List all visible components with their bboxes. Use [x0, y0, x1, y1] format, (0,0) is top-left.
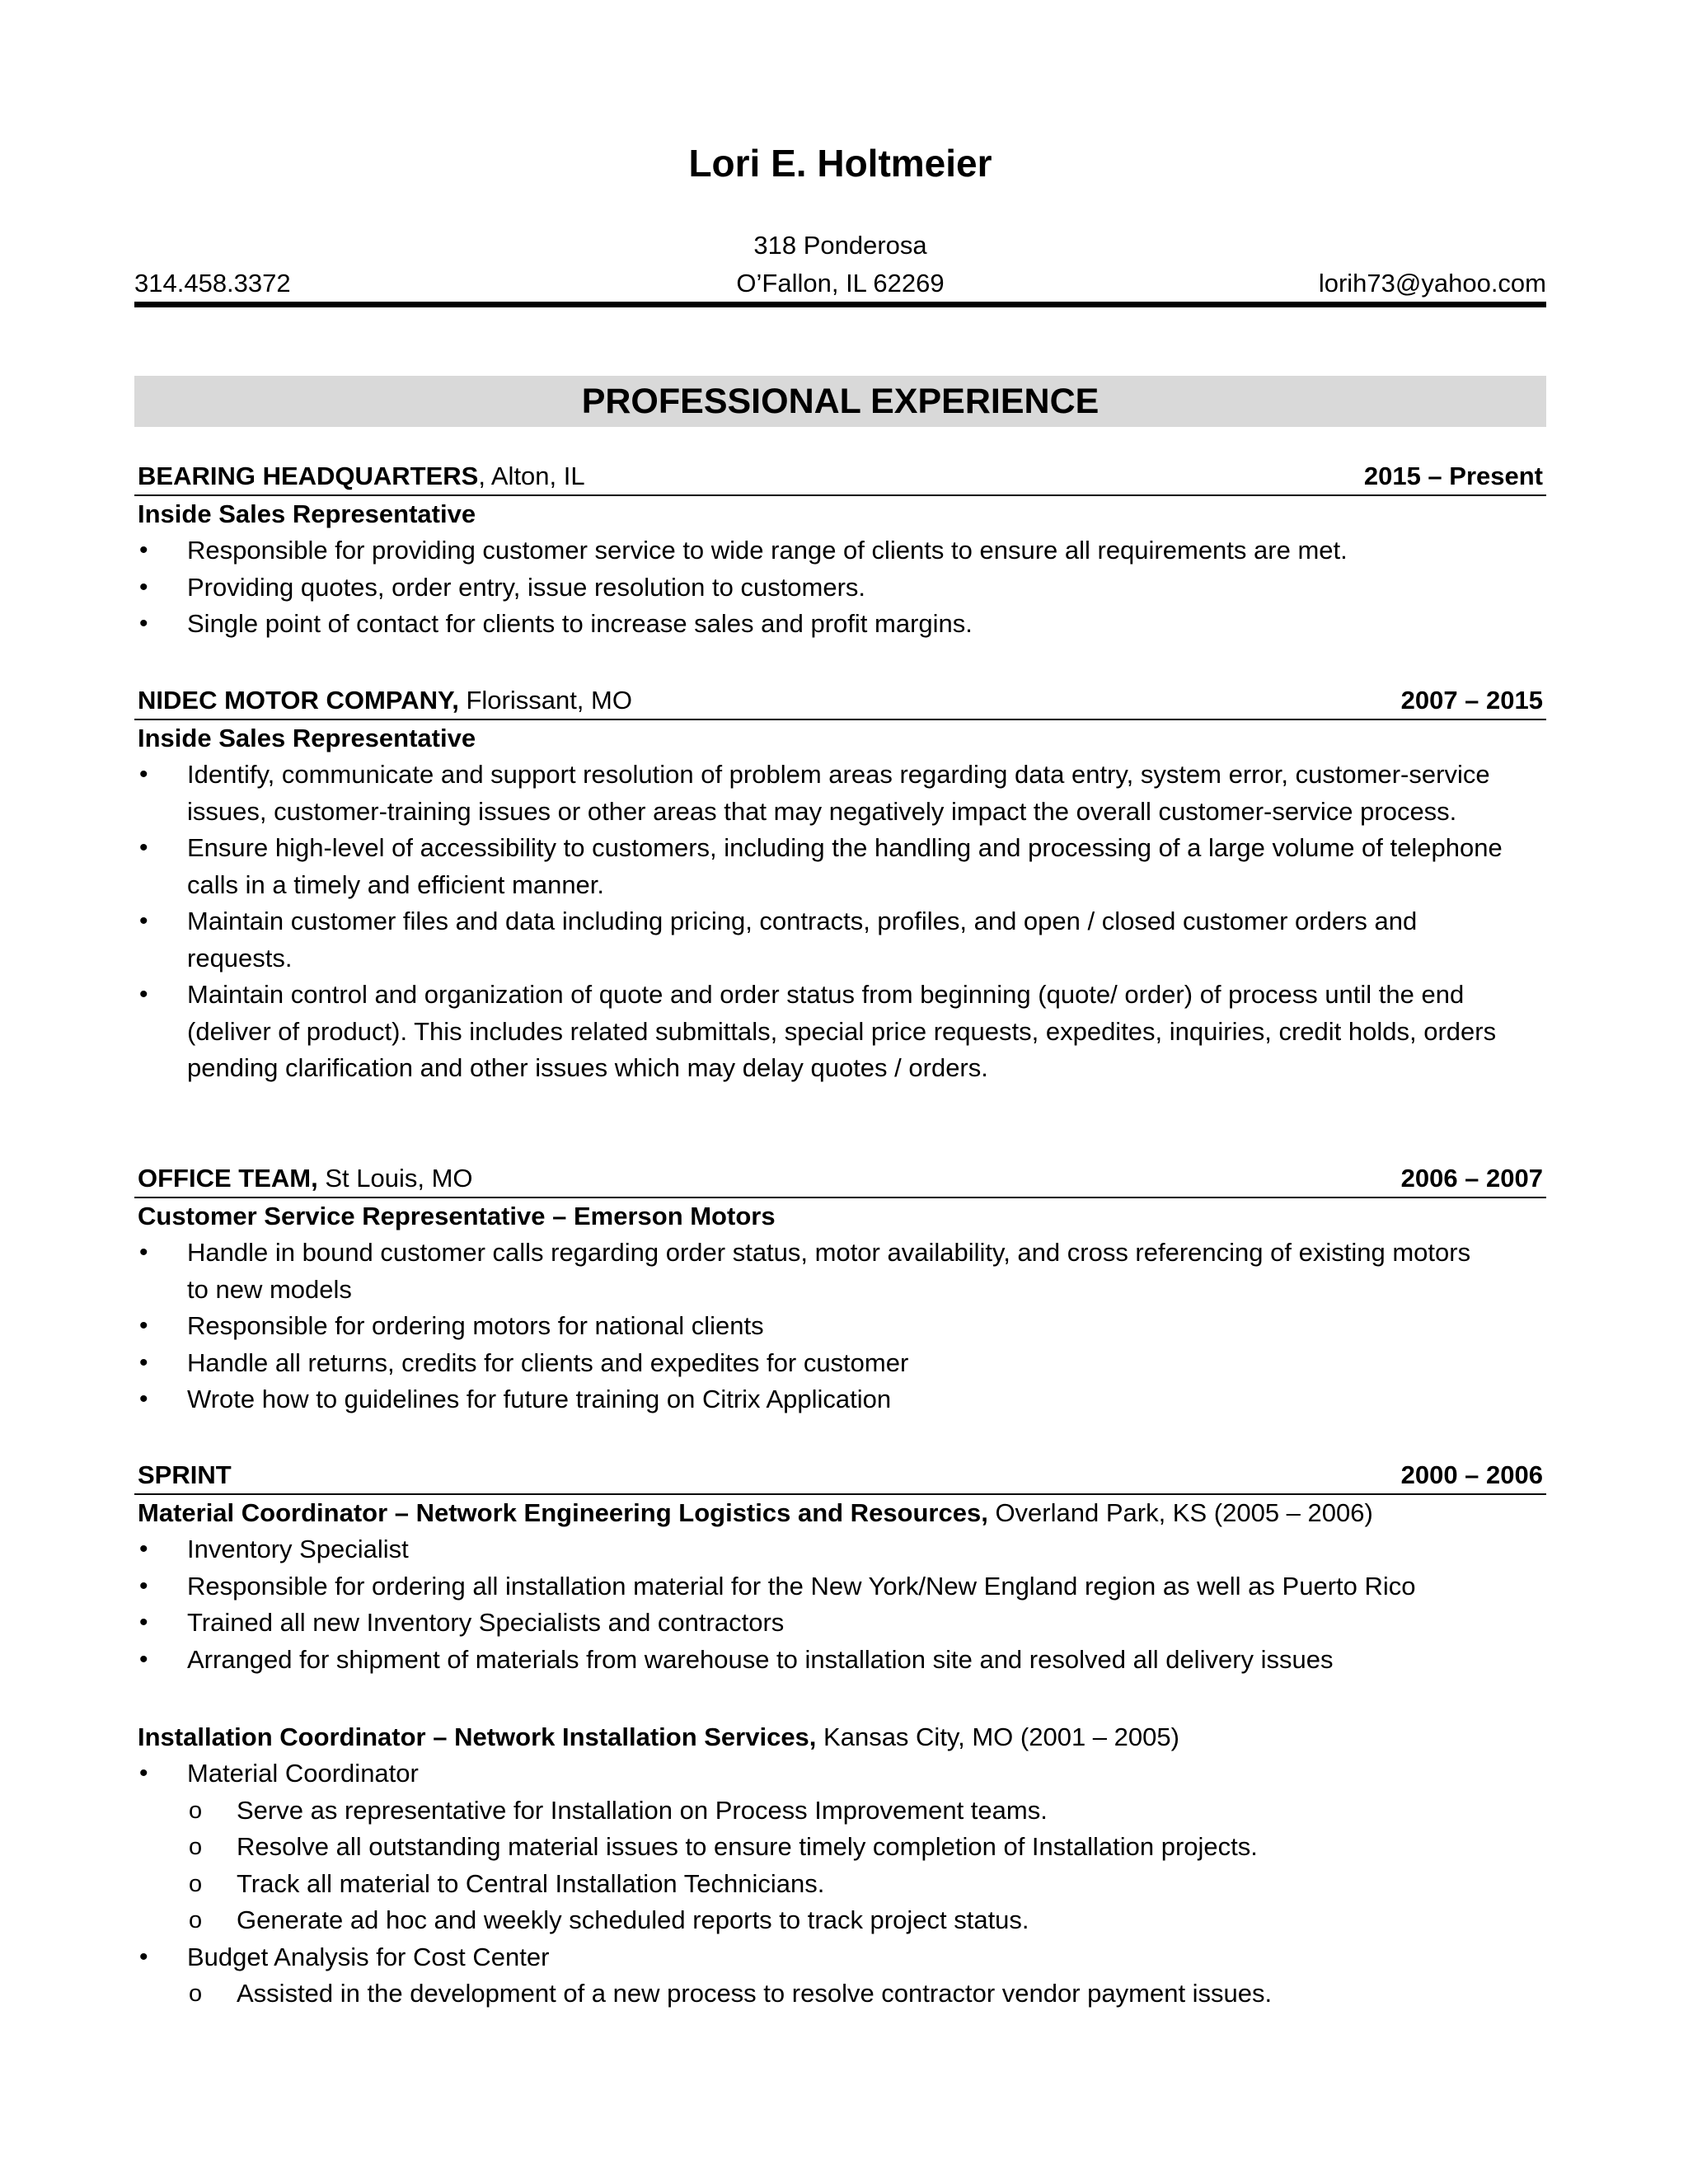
job-duties [134, 532, 1546, 643]
sub-role-entry [134, 1719, 1546, 2013]
duty-item: • Identify, communicate and support resolution of problem areas regarding data entry, system error, customer-service issues, customer-training issues or other areas that may negatively impact the overall customer-service process. [134, 757, 1522, 830]
duty-sub-item: o Serve as representative for Installation on Process Improvement teams. [134, 1793, 1546, 1830]
duty-sub-item: o Track all material to Central Installation Technicians. [134, 1866, 1546, 1903]
street-address: 318 Ponderosa [753, 231, 927, 260]
job-header [134, 1459, 1546, 1495]
duty-item: • Single point of contact for clients to increase sales and profit margins. [134, 606, 1546, 643]
sub-role-duties [134, 1755, 1546, 2013]
duty-item: • Providing quotes, order entry, issue resolution to customers. [134, 569, 1546, 607]
employer-location: St Louis, MO [317, 1164, 473, 1193]
duty-sub-item: o Assisted in the development of a new process to resolve contractor vendor payment issues. [134, 1975, 1546, 2013]
duty-sub-list [187, 1975, 1546, 2013]
job-entry [134, 1162, 1546, 1418]
city-state-zip: O’Fallon, IL 62269 [736, 269, 945, 298]
duty-item: • Handle all returns, credits for clients and expedites for customer [134, 1345, 1497, 1382]
duty-sub-list [187, 1793, 1546, 1939]
phone-number: 314.458.3372 [134, 269, 291, 298]
sub-role-location: Kansas City, MO (2001 – 2005) [816, 1722, 1179, 1751]
duty-item: • Handle in bound customer calls regarding order status, motor availability, and cross referencing of existing motors to new models [134, 1235, 1497, 1308]
duty-item: • Arranged for shipment of materials from warehouse to installation site and resolved all delivery issues [134, 1642, 1546, 1679]
duty-item: • Responsible for providing customer service to wide range of clients to ensure all requirements are met. [134, 532, 1546, 569]
employer [138, 460, 585, 493]
duty-item: • Trained all new Inventory Specialists and contractors [134, 1605, 1546, 1642]
duty-group [134, 1755, 1546, 1939]
job-title: Inside Sales Representative [138, 724, 476, 752]
job-duties [134, 1235, 1546, 1418]
job-header [134, 460, 1546, 496]
section-heading: PROFESSIONAL EXPERIENCE [134, 376, 1546, 427]
job-duties [134, 757, 1546, 1087]
job-entry [134, 684, 1546, 1087]
duty-group [134, 1939, 1546, 2013]
employer-name: OFFICE TEAM, [138, 1164, 318, 1193]
header-divider [134, 302, 1546, 307]
duty-item: • Responsible for ordering all installation material for the New York/New England region as well as Puerto Rico [134, 1568, 1546, 1605]
duty-item: • Responsible for ordering motors for national clients [134, 1308, 1497, 1345]
candidate-name: Lori E. Holtmeier [688, 142, 992, 185]
sub-role-title-bold: Installation Coordinator – Network Installation Services, [138, 1722, 817, 1751]
duty-group-label: Budget Analysis for Cost Center [187, 1942, 550, 1971]
employer-name: BEARING HEADQUARTERS [138, 462, 479, 490]
contact-row [134, 267, 1546, 300]
duty-item: • Wrote how to guidelines for future training on Citrix Application [134, 1381, 1497, 1418]
sub-role-title [134, 1719, 1546, 1755]
duty-item: • Maintain customer files and data including pricing, contracts, profiles, and open / closed customer orders and requests. [134, 903, 1522, 977]
job-title: Inside Sales Representative [138, 499, 476, 528]
job-dates: 2000 – 2006 [1400, 1460, 1543, 1489]
employer-name: SPRINT [138, 1460, 232, 1489]
job-dates: 2006 – 2007 [1400, 1164, 1543, 1193]
job-header [134, 684, 1546, 720]
job-title-location: Overland Park, KS (2005 – 2006) [987, 1498, 1373, 1527]
employer [138, 684, 632, 717]
duty-item: • Maintain control and organization of quote and order status from beginning (quote/ order) of process until the end (deliver of product). This includes related submittals, special price requests, expedites, inquiries, credit holds, orders pending clarification and other issues which may delay quotes / orders. [134, 977, 1522, 1087]
job-title-bold: Material Coordinator – Network Engineering Logistics and Resources, [138, 1498, 988, 1527]
email-address: lorih73@yahoo.com [1318, 269, 1546, 298]
duty-item: • Ensure high-level of accessibility to customers, including the handling and processing of a large volume of telephone calls in a timely and efficient manner. [134, 830, 1522, 903]
job-dates: 2015 – Present [1363, 462, 1543, 490]
employer-location: , Alton, IL [478, 462, 585, 490]
employer [138, 1162, 473, 1195]
job-duties [134, 1531, 1546, 1678]
job-dates: 2007 – 2015 [1400, 686, 1543, 715]
job-entry [134, 460, 1546, 643]
job-title: Customer Service Representative – Emerson Motors [138, 1202, 776, 1230]
job-title [134, 1495, 1546, 1531]
job-header [134, 1162, 1546, 1198]
employer-name: NIDEC MOTOR COMPANY, [138, 686, 459, 715]
duty-item: • Inventory Specialist [134, 1531, 1546, 1568]
employer-location: Florissant, MO [458, 686, 632, 715]
duty-sub-item: o Resolve all outstanding material issues to ensure timely completion of Installation projects. [134, 1829, 1546, 1866]
employer [138, 1459, 232, 1492]
duty-group-label: Material Coordinator [187, 1759, 419, 1788]
duty-sub-item: o Generate ad hoc and weekly scheduled reports to track project status. [134, 1902, 1546, 1939]
job-entry [134, 1459, 1546, 1678]
